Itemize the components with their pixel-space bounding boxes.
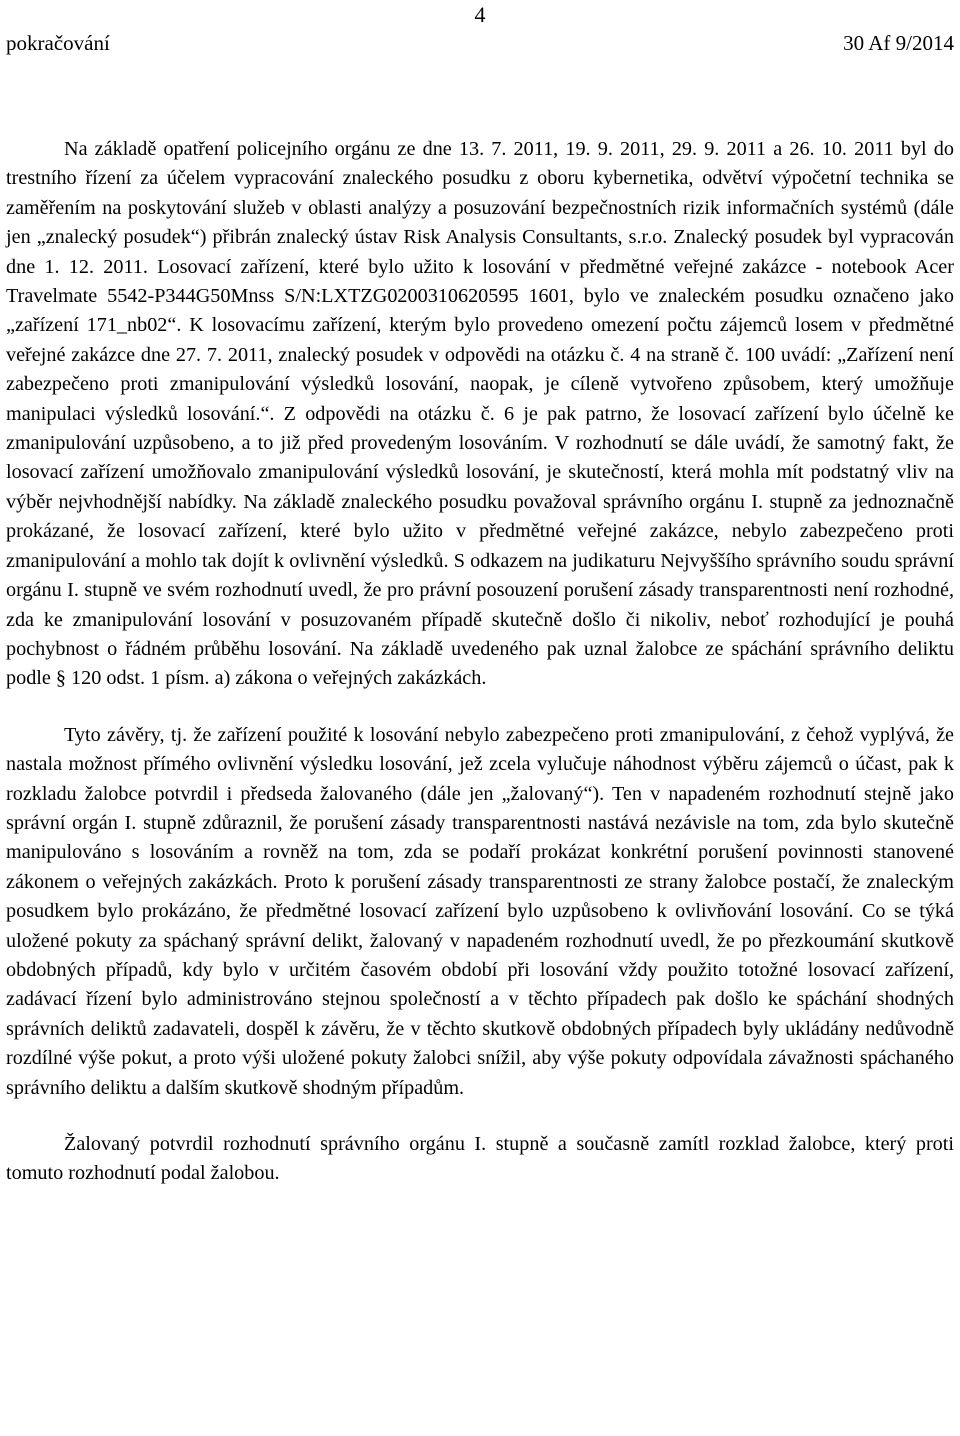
document-body [6,135,954,1189]
paragraph-1: Na základě opatření policejního orgánu ze dne 13. 7. 2011, 19. 9. 2011, 29. 9. 2011 a 26. 10. 2011 byl do trestního řízení za účelem vypracování znaleckého posudku z oboru kybernetika, odvětví výpočetní technika se zaměřením na poskytování služeb v oblasti analýzy a posuzování bezpečnostních rizik informačních systémů (dále jen „znalecký posudek“) přibrán znalecký ústav Risk Analysis Consultants, s.r.o. Znalecký posudek byl vypracován dne 1. 12. 2011. Losovací zařízení, které bylo užito k losování v předmětné veřejné zakázce - notebook Acer Travelmate 5542-P344G50Mnss S/N:LXTZG0200310620595 1601, bylo ve znaleckém posudku označeno jako „zařízení 171_nb02“. K losovacímu zařízení, kterým bylo provedeno omezení počtu zájemců losem v předmětné veřejné zakázce dne 27. 7. 2011, znalecký posudek v odpovědi na otázku č. 4 na straně č. 100 uvádí: „Zařízení není zabezpečeno proti zmanipulování výsledků losování, naopak, je cíleně vytvořeno způsobem, který umožňuje manipulaci výsledků losování.“. Z odpovědi na otázku č. 6 je pak patrno, že losovací zařízení bylo účelně ke zmanipulování uzpůsobeno, a to již před provedeným losováním. V rozhodnutí se dále uvádí, že samotný fakt, že losovací zařízení umožňovalo zmanipulování výsledků losování, je skutečností, která mohla mít podstatný vliv na výběr nejvhodnější nabídky. Na základě znaleckého posudku považoval správního orgánu I. stupně za jednoznačně prokázané, že losovací zařízení, které bylo užito v předmětné veřejné zakázce, nebylo zabezpečeno proti zmanipulování a mohlo tak dojít k ovlivnění výsledků. S odkazem na judikaturu Nejvyššího správního soudu správní orgánu I. stupně ve svém rozhodnutí uvedl, že pro právní posouzení porušení zásady transparentnosti není rozhodné, zda ke zmanipulování losování v posuzovaném případě skutečně došlo či nikoliv, neboť rozhodující je pouhá pochybnost o řádném průběhu losování. Na základě uvedeného pak uznal žalobce ze spáchání správního deliktu podle § 120 odst. 1 písm. a) zákona o veřejných zakázkách. [6,138,954,690]
paragraph-2: Tyto závěry, tj. že zařízení použité k losování nebylo zabezpečeno proti zmanipulování, z čehož vyplývá, že nastala možnost přímého ovlivnění výsledku losování, jež zcela vylučuje náhodnost výběru zájemců o účast, pak k rozkladu žalobce potvrdil i předseda žalovaného (dále jen „žalovaný“). Ten v napadeném rozhodnutí stejně jako správní orgán I. stupně zdůraznil, že porušení zásady transparentnosti nastává nezávisle na tom, zda bylo skutečně manipulováno s losováním a rovněž na tom, zda se podaří prokázat konkrétní porušení povinnosti stanovené zákonem o veřejných zakázkách. Proto k porušení zásady transparentnosti ze strany žalobce postačí, že znaleckým posudkem bylo prokázáno, že předmětné losovací zařízení bylo uzpůsobeno k ovlivňování losování. Co se týká uložené pokuty za spáchaný správní delikt, žalovaný v napadeném rozhodnutí uvedl, že po přezkoumání skutkově obdobných případů, kdy bylo v určitém časovém období při losování vždy použito totožné losovací zařízení, zadávací řízení bylo administrováno stejnou společností a v těchto případech pak došlo ke spáchání shodných správních deliktů zadavateli, dospěl k závěru, že v těchto skutkově obdobných případech byly ukládány nedůvodně rozdílné výše pokut, a proto výši uložené pokuty žalobci snížil, aby výše pokuty odpovídala závažnosti spáchaného správního deliktu a dalším skutkově shodným případům. [6,723,954,1099]
continuation-label: pokračování [6,31,110,55]
page-number: 4 [474,2,486,27]
case-number: 30 Af 9/2014 [843,31,954,55]
paragraph-3: Žalovaný potvrdil rozhodnutí správního orgánu I. stupně a současně zamítl rozklad žalobce, který proti tomuto rozhodnutí podal žalobou. [6,1133,954,1185]
